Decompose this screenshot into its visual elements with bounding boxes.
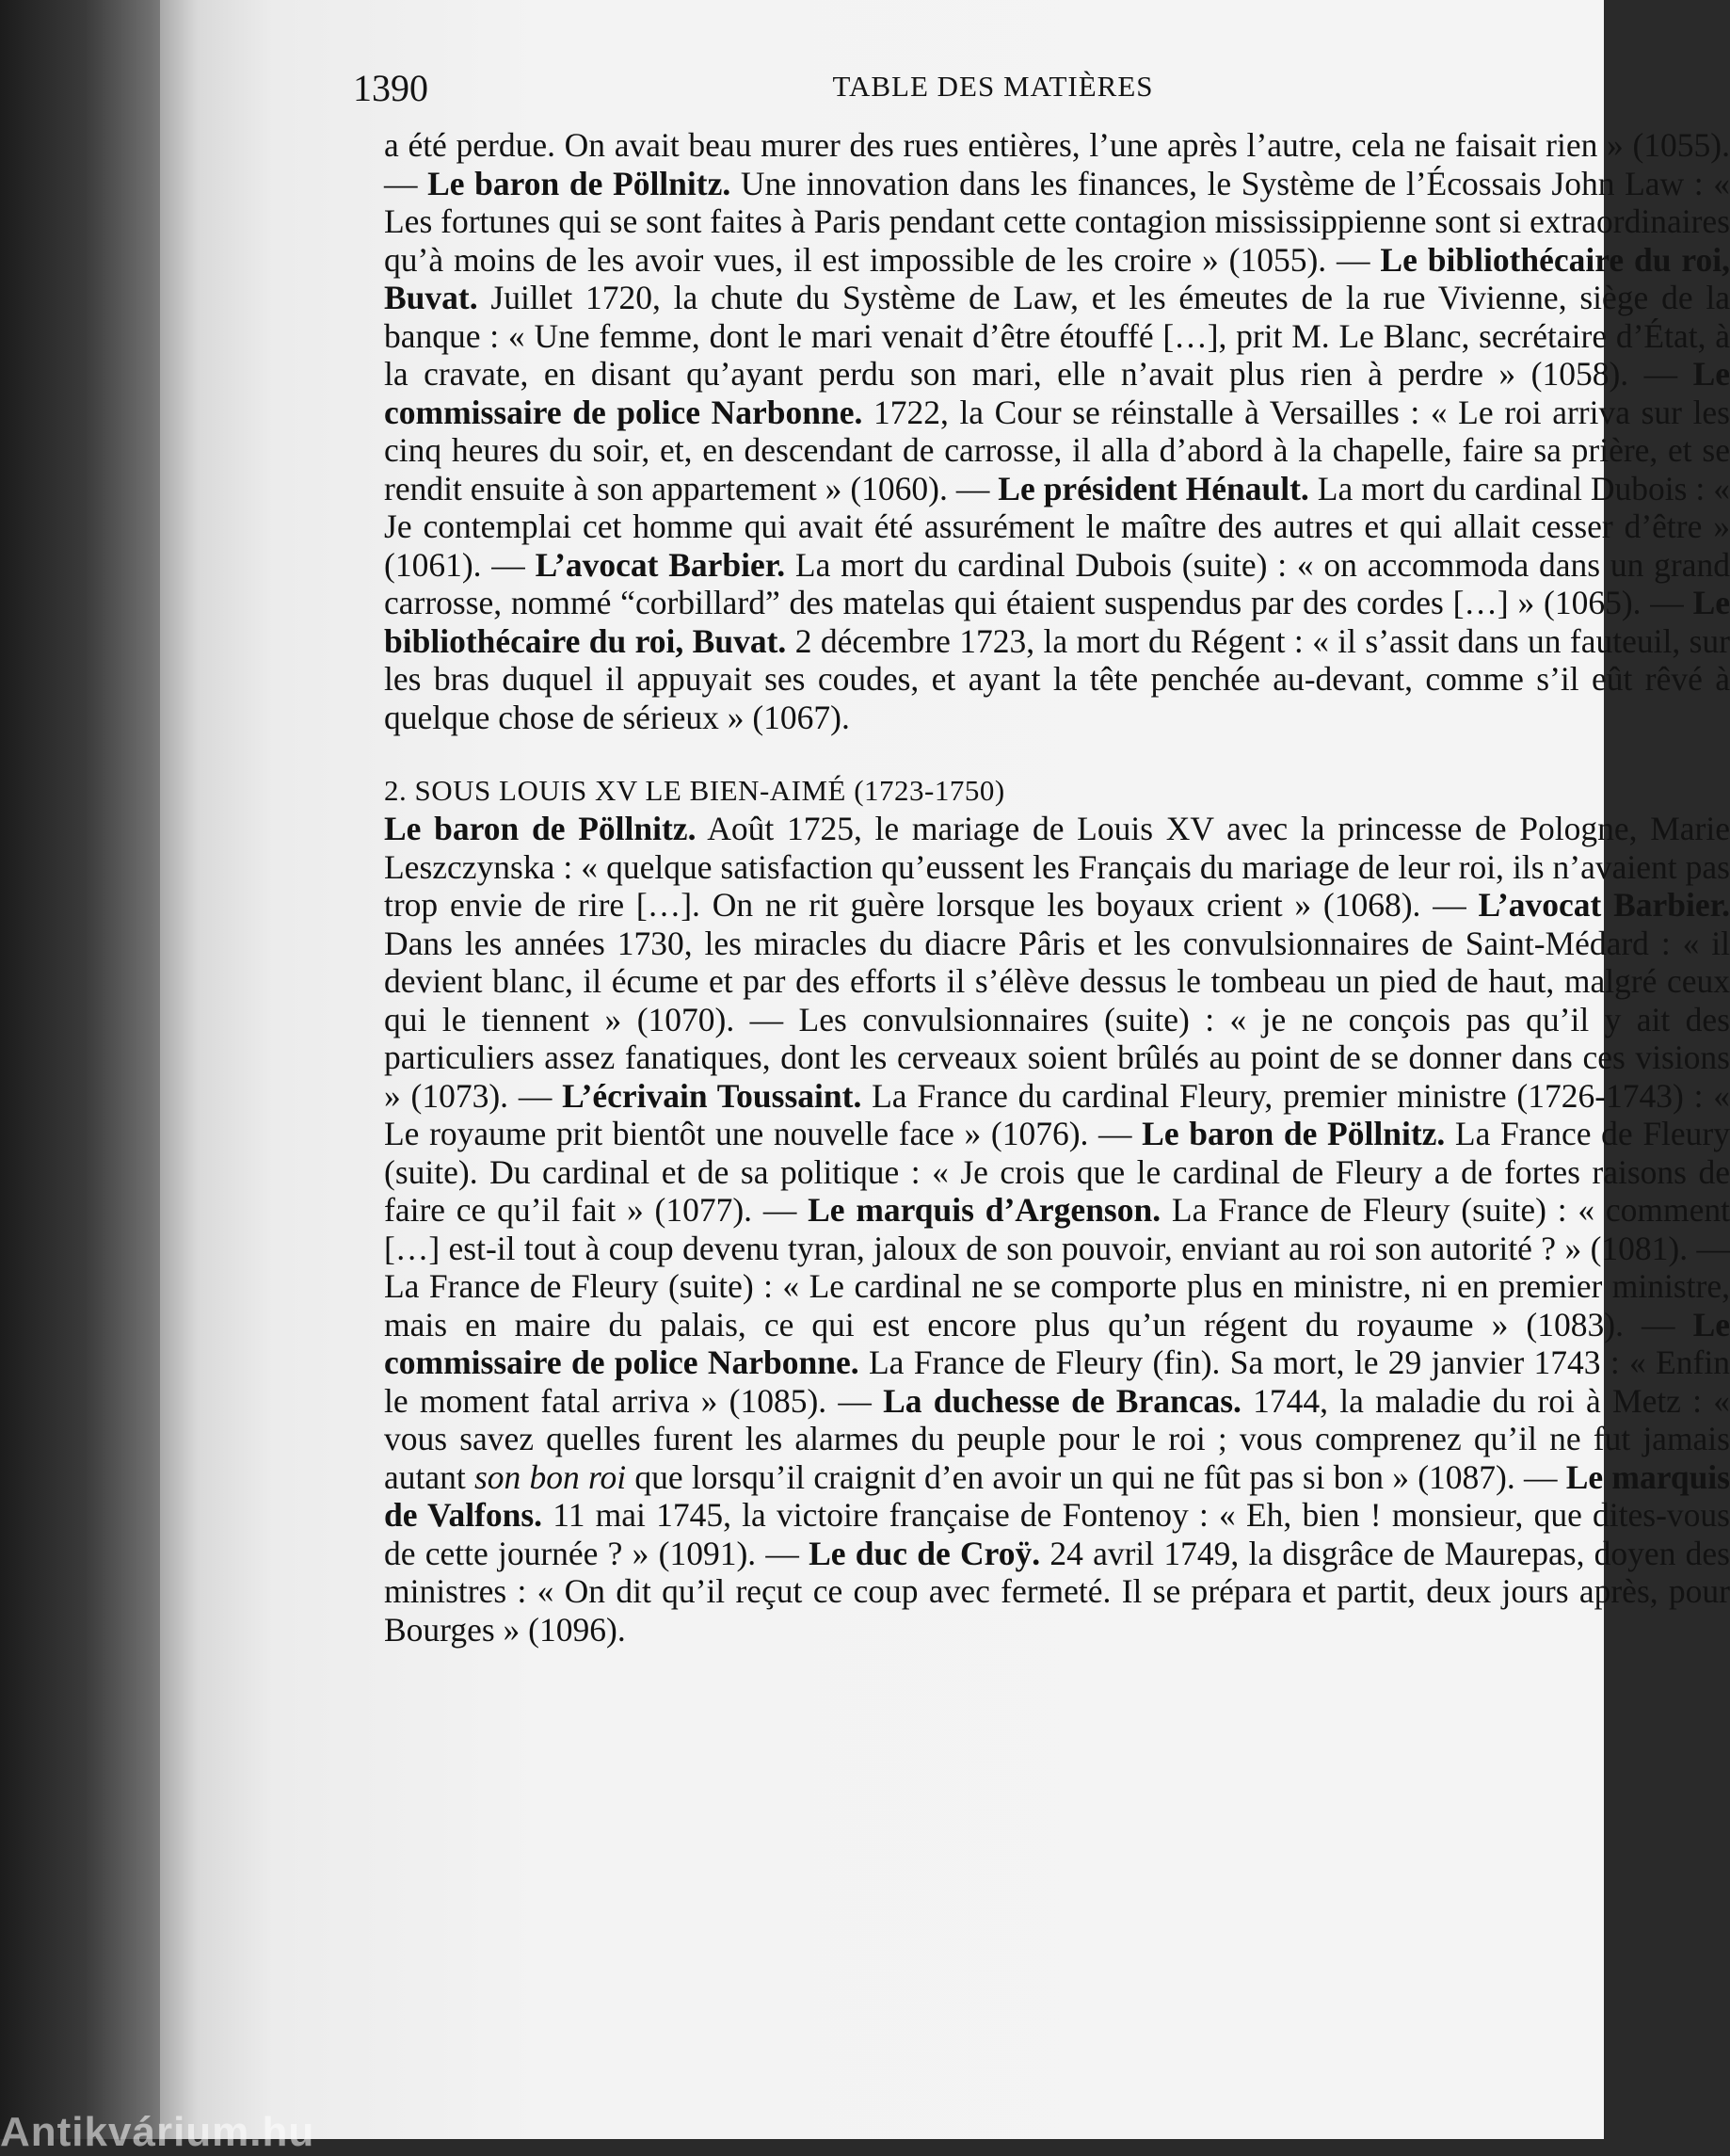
text-run: La France de Fleury (fin). Sa mort, le 29 janvier 1743 : « Enfin le moment fatal arriva » (1085). — xyxy=(384,1343,1730,1420)
text-run: La mort du cardinal Dubois : « Je contemplai cet homme qui avait été assurément le maître des autres et qui allait cesser d’être » (1061). — xyxy=(384,469,1730,584)
paragraph-continued xyxy=(384,126,1730,736)
author-name: Le commissaire de police Narbonne. xyxy=(384,1305,1730,1381)
text-run: 1744, la maladie du roi à Metz : « vous savez quelles furent les alarmes du peuple pour le roi ; vous comprenez qu’il ne fut jamais autant xyxy=(384,1381,1730,1496)
text-run: Une innovation dans les finances, le Système de l’Écossais John Law : « Les fortunes qui se sont faites à Paris pendant cette contagion mississippienne sont si extraordinaires qu’à moins de les avoir vues, il est impossible de les croire » (1055). — xyxy=(384,164,1730,279)
running-title: TABLE DES MATIÈRES xyxy=(832,70,1154,103)
author-name: Le commissaire de police Narbonne. xyxy=(384,355,1730,431)
watermark: Antikvárium.hu xyxy=(0,2109,315,2155)
text-run: La France de Fleury (suite) : « comment […] est-il tout à coup devenu tyran, jaloux de son pouvoir, enviant au roi son autorité ? » (1081). — La France de Fleury (suite) : « Le cardinal ne se comporte plus en ministre, ni en premier ministre, mais en maire du palais, ce qui est encore plus qu’un régent du royaume » (1083). — xyxy=(384,1191,1730,1343)
italic-emphasis: son bon roi xyxy=(473,1457,627,1496)
author-name: Le président Hénault. xyxy=(998,469,1309,507)
author-name: Le bibliothécaire du roi, Buvat. xyxy=(384,240,1730,316)
author-name: L’écrivain Toussaint. xyxy=(562,1076,862,1115)
body-text xyxy=(384,126,1730,1649)
text-run: Dans les années 1730, les miracles du diacre Pâris et les convulsionnaires de Saint-Médard : « il devient blanc, il écume et par des efforts il s’élève dessus le tombeau un pied de haut, malgré ceux qui le tiennent » (1070). — Les convulsionnaires (suite) : « je ne conçois pas qu’il y ait des particuliers assez fanatiques, dont les cerveaux soient brûlés au point de se donner dans ces visions » (1073). — xyxy=(384,924,1730,1115)
author-name: Le baron de Pöllnitz. xyxy=(1142,1115,1446,1152)
author-name: Le bibliothécaire du roi, Buvat. xyxy=(384,584,1730,660)
section-heading: 2. SOUS LOUIS XV LE BIEN-AIMÉ (1723-1750) xyxy=(384,774,1005,807)
text-run: 1722, la Cour se réinstalle à Versailles : « Le roi arriva sur les cinq heures du soir, et, en descendant de carrosse, il alla d’abord à la chapelle, faire sa prière, et se rendit ensuite à son appartement » (1060). — xyxy=(384,393,1730,507)
author-name: L’avocat Barbier. xyxy=(1478,886,1730,924)
text-run: que lorsqu’il craignit d’en avoir un qui ne fût pas si bon » (1087). — xyxy=(626,1457,1566,1496)
text-run: La France du cardinal Fleury, premier ministre (1726-1743) : « Le royaume prit bientôt une nouvelle face » (1076). — xyxy=(384,1076,1730,1152)
page-header xyxy=(160,66,1604,122)
text-run: La France de Fleury (suite). Du cardinal et de sa politique : « Je crois que le cardinal de Fleury a de fortes raisons de faire ce qu’il fait » (1077). — xyxy=(384,1115,1730,1229)
author-name: La duchesse de Brancas. xyxy=(883,1381,1241,1420)
text-run: Juillet 1720, la chute du Système de Law, et les émeutes de la rue Vivienne, siège de la banque : « Une femme, dont le mari venait d’être étouffé […], prit M. Le Blanc, secrétaire d’État, à la cravate, en disant qu’ayant perdu son mari, elle n’avait plus rien à perdre » (1058). — xyxy=(384,279,1730,393)
section-paragraph xyxy=(384,810,1730,1649)
text-run: 11 mai 1745, la victoire française de Fontenoy : « Eh, bien ! monsieur, que dites-vous de cette journée ? » (1091). — xyxy=(384,1496,1730,1572)
section-2 xyxy=(384,772,1730,1649)
author-name: Le marquis de Valfons. xyxy=(384,1457,1730,1534)
book-page xyxy=(160,0,1730,2139)
author-name: Le baron de Pöllnitz. xyxy=(384,810,697,847)
text-run: a été perdue. On avait beau murer des rues entières, l’une après l’autre, cela ne faisait rien » (1055). — xyxy=(384,126,1730,202)
author-name: L’avocat Barbier. xyxy=(535,545,786,584)
page-number: 1390 xyxy=(353,67,428,109)
text-run: 2 décembre 1723, la mort du Régent : « il s’assit dans un fauteuil, sur les bras duquel il appuyait ses coudes, et ayant la tête penchée au-devant, comme s’il eût rêvé à quelque chose de sérieux » (1067). xyxy=(384,621,1730,736)
author-name: Le baron de Pöllnitz. xyxy=(427,164,731,202)
author-name: Le marquis d’Argenson. xyxy=(808,1191,1161,1229)
text-run: Août 1725, le mariage de Louis XV avec la princesse de Pologne, Marie Leszczynska : « quelque satisfaction qu’eussent les Français du mariage de leur roi, ils n’avaient pas trop envie de rire […]. On ne rit guère lorsque les boyaux crient » (1068). — xyxy=(384,810,1730,924)
text-run: La mort du cardinal Dubois (suite) : « on accommoda dans un grand carrosse, nommé “corbillard” des matelas qui étaient suspendus par des cordes […] » (1065). — xyxy=(384,545,1730,621)
author-name: Le duc de Croÿ. xyxy=(809,1534,1041,1572)
text-run: 24 avril 1749, la disgrâce de Maurepas, doyen des ministres : « On dit qu’il reçut ce coup avec fermeté. Il se prépara et partit, deux jours après, pour Bourges » (1096). xyxy=(384,1534,1730,1649)
